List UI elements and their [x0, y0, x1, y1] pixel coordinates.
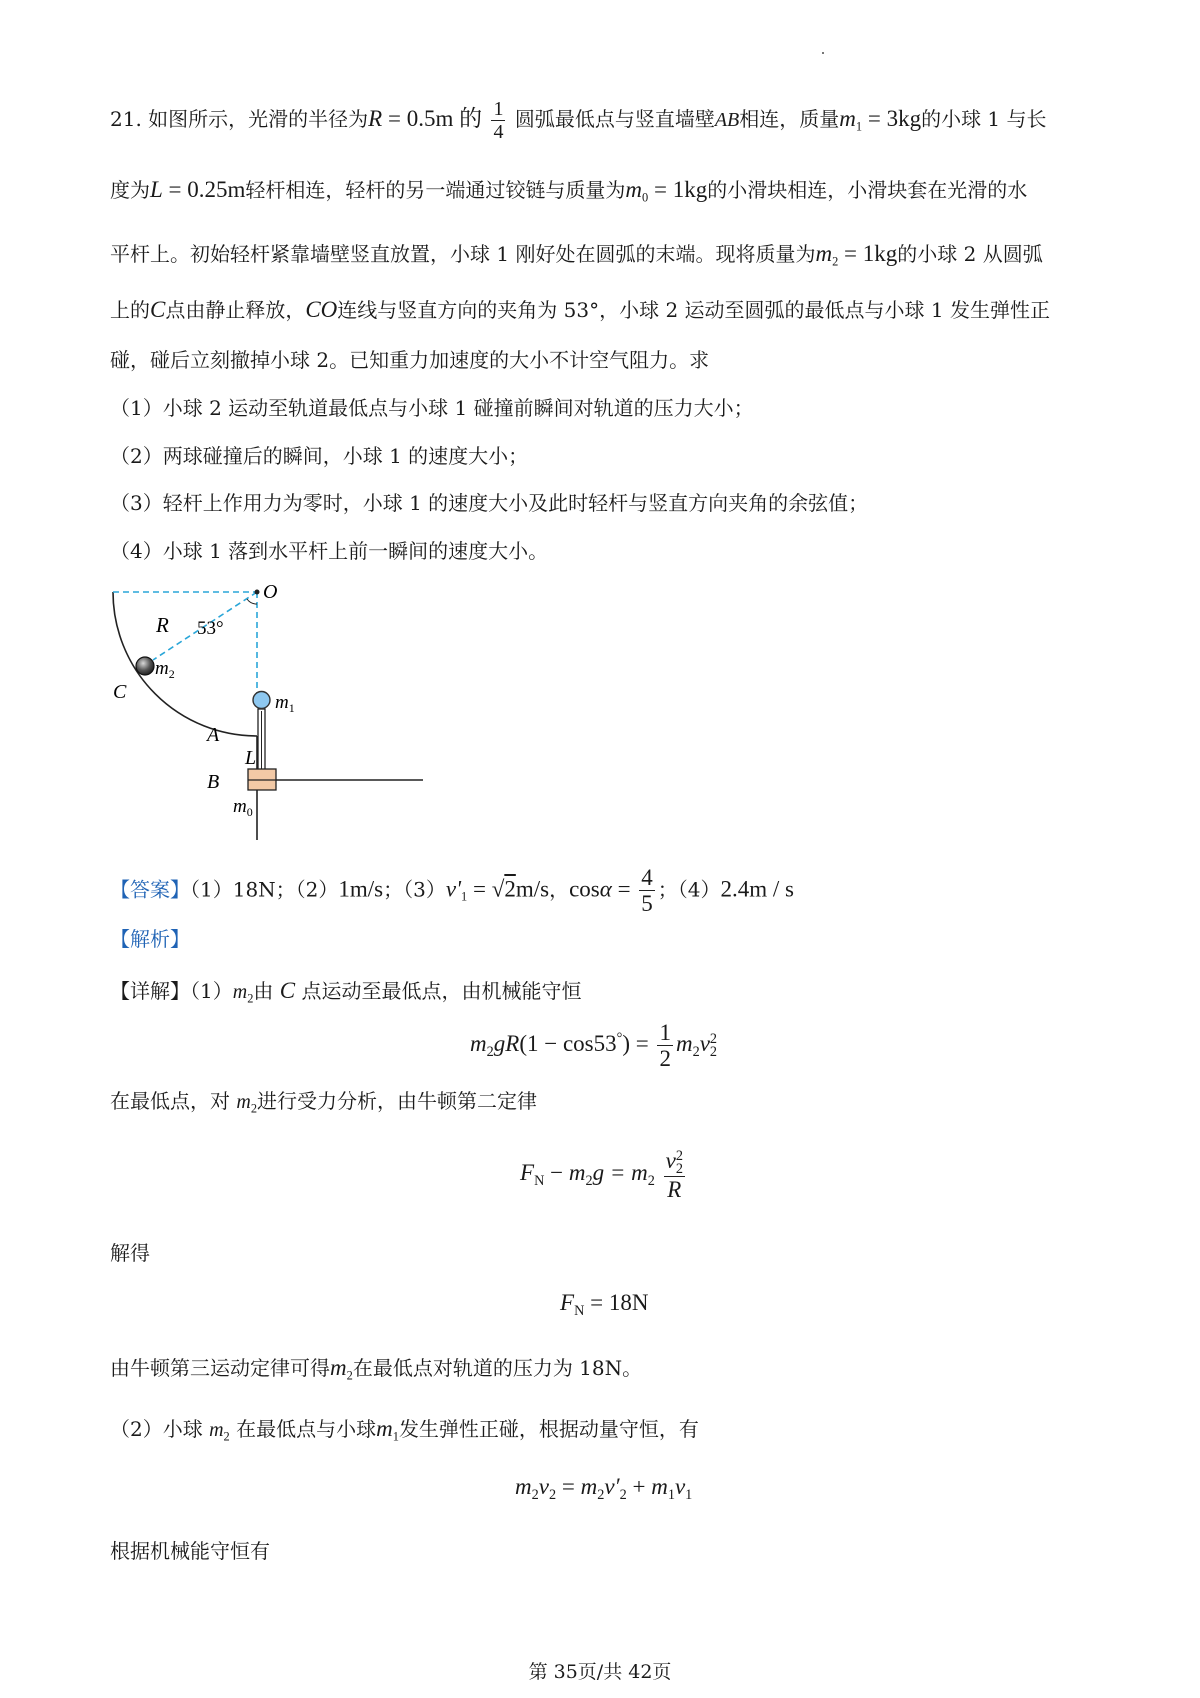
ball-m2	[136, 657, 154, 675]
detail-line-4: 由牛顿第三运动定律可得$m_2$在最低点对轨道的压力为 18N。	[110, 1355, 643, 1383]
detail-line-1: 【详解】$(1)m_2$由 C 点运动至最低点，由机械能守恒	[110, 978, 582, 1006]
stray-dot	[822, 52, 824, 54]
physics-diagram	[105, 580, 435, 840]
analysis-tag: 【解析】	[110, 927, 190, 951]
question-4: （4）小球 1 落到水平杆上前一瞬间的速度大小。	[110, 539, 549, 563]
fraction-four-fifths: $\frac{4}{5}$	[641, 865, 653, 917]
label-m2: $m_2$	[155, 658, 175, 681]
equation-momentum: $m_2v_2 = m_2v'_2 + m_1v_1$	[515, 1474, 693, 1503]
label-r: R	[156, 613, 169, 637]
label-angle: 53°	[197, 618, 224, 639]
label-o: O	[263, 581, 278, 603]
label-m1: $m_1$	[275, 692, 295, 715]
detail-line-5: （2）小球 $m_2$ 在最低点与小球$m_1$发生弹性正碰，根据动量守恒，有	[110, 1416, 699, 1444]
problem-line-1: 21. 如图所示，光滑的半径为R = 0.5m 的 $\frac{1}{4}$ 圆弧最低点与竖直墙壁AB相连，质量$m_1 = 3kg$的小球 1 与长	[110, 98, 1047, 143]
label-l: L	[245, 747, 257, 769]
problem-line-4: 上的C点由静止释放，CO连线与竖直方向的夹角为 53°，小球 2 运动至圆弧的最低点与小球 1 发生弹性正	[110, 297, 1050, 322]
question-2: （2）两球碰撞后的瞬间，小球 1 的速度大小；	[110, 444, 529, 468]
problem-line-5: 碰，碰后立刻撤掉小球 2。已知重力加速度的大小不计空气阻力。求	[110, 348, 710, 372]
equation-result-fn: $F_N = 18N$	[560, 1290, 649, 1319]
fraction-quarter: $\frac{1}{4}$	[493, 98, 504, 143]
angle-mark	[247, 599, 257, 604]
page-footer: 第 35页/共 42页	[528, 1661, 672, 1683]
answer-tag: 【答案】	[110, 877, 190, 902]
detail-line-3: 解得	[110, 1241, 150, 1265]
question-1: （1）小球 2 运动至轨道最低点与小球 1 碰撞前瞬间对轨道的压力大小；	[110, 396, 754, 420]
ball-m1	[253, 692, 270, 709]
answer-line: 【答案】（1）18N；（2）1m/s；$(3)v'_1 = √2m/s$，cosα = $\frac{4}{5}$ ；（4）2.4m / s	[110, 865, 795, 917]
equation-energy: $m_2gR(1 - \cos 53^\circ)$ = $\frac{1}{2}$ $m_2v$ 2 2	[470, 1020, 718, 1072]
equation-newton-second: $F_N - m_2g = m_2$ v 2 2 R	[520, 1147, 683, 1202]
label-b: B	[207, 771, 220, 793]
quarter-arc	[113, 592, 257, 736]
detail-line-6: 根据机械能守恒有	[110, 1539, 270, 1563]
question-3: （3）轻杆上作用力为零时，小球 1 的速度大小及此时轻杆与竖直方向夹角的余弦值；	[110, 491, 869, 515]
label-a: A	[207, 724, 220, 746]
problem-line-3: 平杆上。初始轻杆紧靠墙壁竖直放置，小球 1 刚好处在圆弧的末端。现将质量为$m_2 = 1kg$的小球 2 从圆弧	[110, 241, 1043, 269]
label-c: C	[113, 681, 127, 703]
center-point-o	[255, 590, 260, 595]
detail-line-2: 在最低点，对 $m_2$进行受力分析，由牛顿第二定律	[110, 1089, 538, 1116]
label-m0: $m_0$	[233, 796, 253, 819]
problem-line-2: 度为L = 0.25m轻杆相连，轻杆的另一端通过铰链与质量为$m_0 = 1kg$的小滑块相连，小滑块套在光滑的水	[110, 177, 1028, 205]
